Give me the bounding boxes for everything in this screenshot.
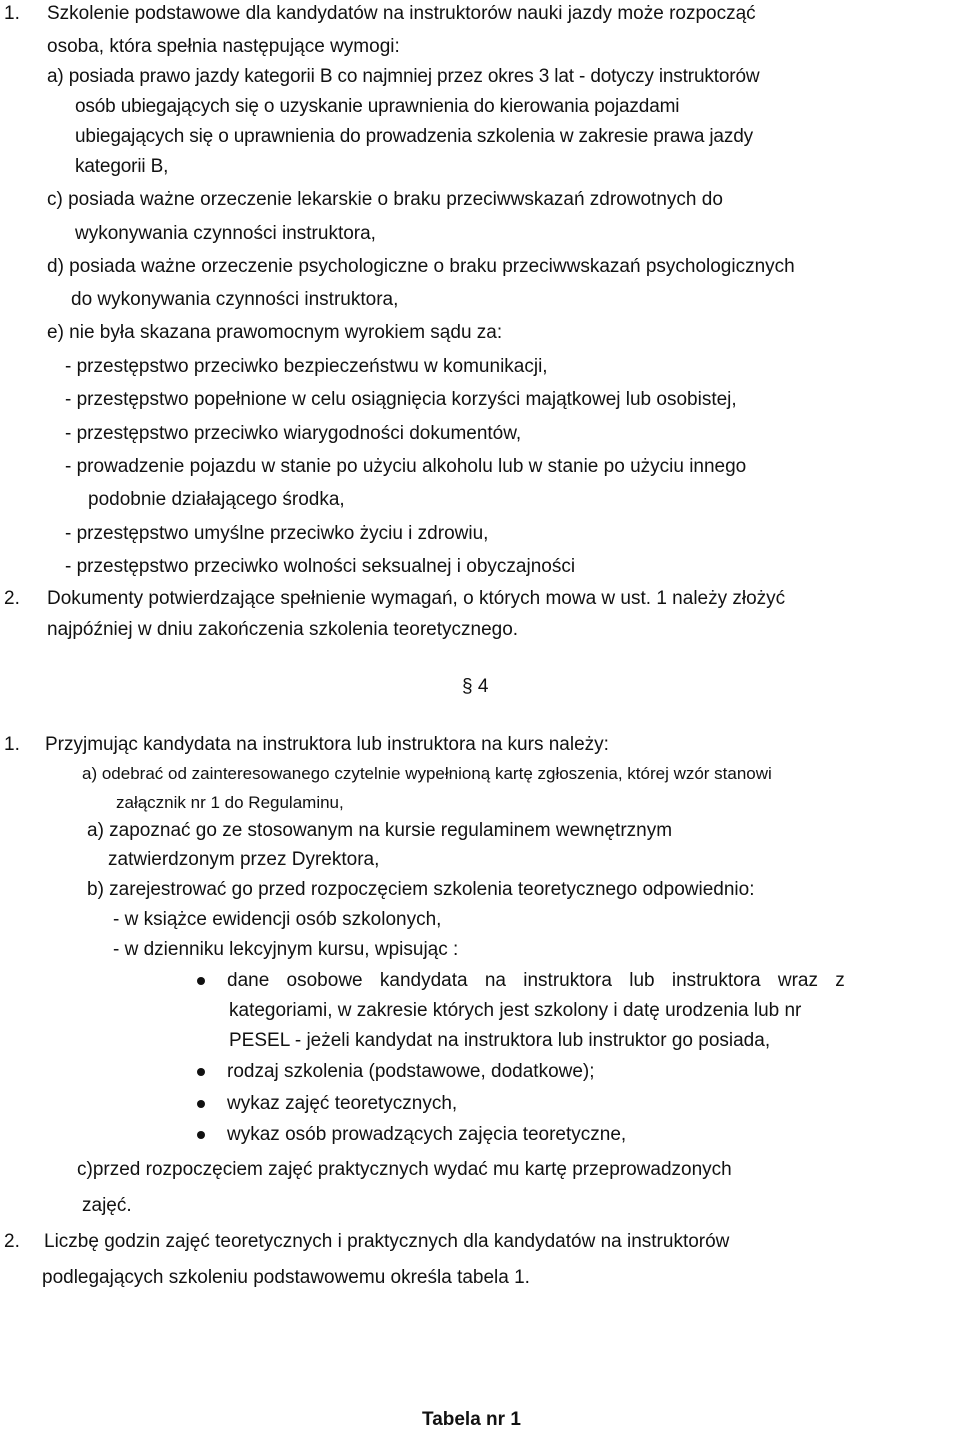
paragraph-line: osoba, która spełnia następujące wymogi: bbox=[47, 36, 400, 57]
bullet-item: wykaz osób prowadzących zajęcia teoretyczne, bbox=[227, 1124, 627, 1145]
bullet-icon bbox=[197, 1100, 205, 1108]
list-item-a: a) posiada prawo jazdy kategorii B co najmniej przez okres 3 lat - dotyczy instruktorów bbox=[47, 66, 760, 87]
sub-item: - prowadzenie pojazdu w stanie po użyciu alkoholu lub w stanie po użyciu innego bbox=[65, 456, 747, 477]
item-number: 2. bbox=[4, 1231, 20, 1252]
list-item-a-cont: kategorii B, bbox=[75, 156, 169, 177]
list-item-c: c)przed rozpoczęciem zajęć praktycznych wydać mu kartę przeprowadzonych bbox=[77, 1159, 732, 1180]
list-item-c-cont: wykonywania czynności instruktora, bbox=[75, 223, 376, 244]
list-item-c-cont: zajęć. bbox=[82, 1195, 132, 1216]
bullet-item-cont: kategoriami, w zakresie których jest szkolony i datę urodzenia lub nr bbox=[229, 1000, 802, 1021]
bullet-item: dane osobowe kandydata na instruktora lub instruktora wraz z bbox=[227, 970, 845, 991]
item-number: 2. bbox=[4, 588, 20, 609]
list-item-a-cont: ubiegających się o uprawnienia do prowadzenia szkolenia w zakresie prawa jazdy bbox=[75, 126, 753, 147]
sub-item: - przestępstwo przeciwko wiarygodności dokumentów, bbox=[65, 423, 522, 444]
paragraph-line: najpóźniej w dniu zakończenia szkolenia teoretycznego. bbox=[47, 619, 519, 640]
sub-item: - przestępstwo popełnione w celu osiągnięcia korzyści majątkowej lub osobistej, bbox=[65, 389, 737, 410]
paragraph-line: Dokumenty potwierdzające spełnienie wymagań, o których mowa w ust. 1 należy złożyć bbox=[47, 588, 786, 609]
item-number: 1. bbox=[4, 734, 20, 755]
list-item-c: c) posiada ważne orzeczenie lekarskie o braku przeciwwskazań zdrowotnych do bbox=[47, 189, 723, 210]
bullet-item-cont: PESEL - jeżeli kandydat na instruktora lub instruktor go posiada, bbox=[229, 1030, 771, 1051]
paragraph-line: Liczbę godzin zajęć teoretycznych i praktycznych dla kandydatów na instruktorów bbox=[44, 1231, 730, 1252]
table-caption: Tabela nr 1 bbox=[422, 1409, 521, 1430]
dash-item: - w książce ewidencji osób szkolonych, bbox=[113, 909, 442, 930]
paragraph-line: Szkolenie podstawowe dla kandydatów na instruktorów nauki jazdy może rozpocząć bbox=[47, 3, 756, 24]
section-heading: § 4 bbox=[462, 676, 489, 697]
list-item-a: a) zapoznać go ze stosowanym na kursie regulaminem wewnętrznym bbox=[87, 820, 673, 841]
dash-item: - w dzienniku lekcyjnym kursu, wpisując : bbox=[113, 939, 459, 960]
paragraph-line: Przyjmując kandydata na instruktora lub instruktora na kurs należy: bbox=[45, 734, 609, 755]
bullet-icon bbox=[197, 1131, 205, 1139]
sub-item: - przestępstwo przeciwko wolności seksualnej i obyczajności bbox=[65, 556, 576, 577]
bullet-item: wykaz zajęć teoretycznych, bbox=[227, 1093, 458, 1114]
sub-item: - przestępstwo przeciwko bezpieczeństwu w komunikacji, bbox=[65, 356, 548, 377]
list-item-a-cont: osób ubiegających się o uzyskanie uprawnienia do kierowania pojazdami bbox=[75, 96, 680, 117]
sub-item-cont: podobnie działającego środka, bbox=[88, 489, 345, 510]
item-number: 1. bbox=[4, 3, 20, 24]
bullet-icon bbox=[197, 1068, 205, 1076]
paragraph-line: podlegających szkoleniu podstawowemu określa tabela 1. bbox=[42, 1267, 530, 1288]
list-item-a: a) odebrać od zainteresowanego czytelnie wypełnioną kartę zgłoszenia, której wzór stanowi bbox=[82, 764, 772, 783]
list-item-d: d) posiada ważne orzeczenie psychologiczne o braku przeciwwskazań psychologicznych bbox=[47, 256, 795, 277]
list-item-d-cont: do wykonywania czynności instruktora, bbox=[71, 289, 399, 310]
bullet-icon bbox=[197, 977, 205, 985]
sub-item: - przestępstwo umyślne przeciwko życiu i zdrowiu, bbox=[65, 523, 489, 544]
list-item-b: b) zarejestrować go przed rozpoczęciem szkolenia teoretycznego odpowiednio: bbox=[87, 879, 755, 900]
bullet-item: rodzaj szkolenia (podstawowe, dodatkowe); bbox=[227, 1061, 595, 1082]
list-item-a-cont: załącznik nr 1 do Regulaminu, bbox=[116, 793, 344, 812]
list-item-a-cont: zatwierdzonym przez Dyrektora, bbox=[108, 849, 380, 870]
list-item-e: e) nie była skazana prawomocnym wyrokiem sądu za: bbox=[47, 322, 503, 343]
